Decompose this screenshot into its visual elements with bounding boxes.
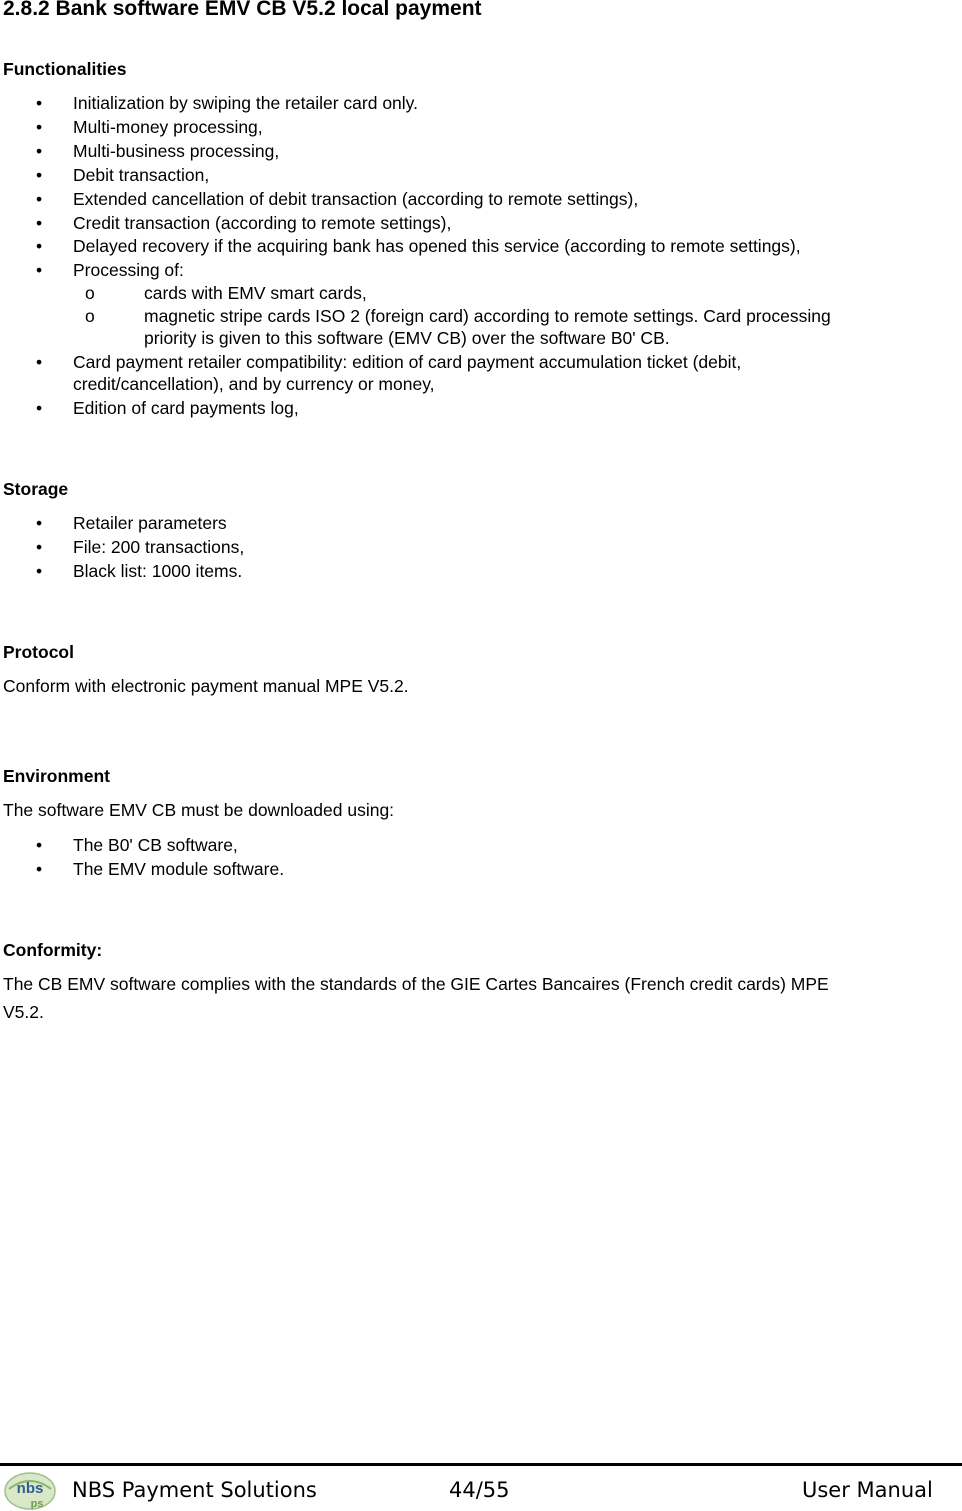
functionalities-heading: Functionalities xyxy=(3,59,127,79)
bullet: • xyxy=(36,165,43,185)
bullet: • xyxy=(36,141,43,161)
list-item: Credit transaction (according to remote settings), xyxy=(73,213,452,233)
footer-page-number: 44/55 xyxy=(449,1478,510,1502)
list-item: Initialization by swiping the retailer card only. xyxy=(73,93,418,113)
environment-text: The software EMV CB must be downloaded using: xyxy=(3,800,395,820)
conformity-text-continuation: V5.2. xyxy=(3,1002,44,1022)
protocol-heading: Protocol xyxy=(3,642,74,662)
section-title: 2.8.2 Bank software EMV CB V5.2 local payment xyxy=(3,0,482,20)
list-item: Edition of card payments log, xyxy=(73,398,299,418)
sub-list-item: magnetic stripe cards ISO 2 (foreign card) according to remote settings. Card processing xyxy=(144,306,831,326)
list-item: Processing of: xyxy=(73,260,184,280)
storage-heading: Storage xyxy=(3,479,69,499)
bullet: • xyxy=(36,561,43,581)
list-item: The EMV module software. xyxy=(73,859,285,879)
bullet: • xyxy=(36,236,43,256)
list-item: The B0' CB software, xyxy=(73,835,238,855)
bullet: • xyxy=(36,189,43,209)
list-item: Card payment retailer compatibility: edition of card payment accumulation ticket (debit, xyxy=(73,352,742,372)
list-item: Retailer parameters xyxy=(73,513,227,533)
sub-list-item-continuation: priority is given to this software (EMV CB) over the software B0' CB. xyxy=(144,328,670,348)
bullet: • xyxy=(36,513,43,533)
bullet: • xyxy=(36,260,43,280)
bullet: • xyxy=(36,398,43,418)
protocol-text: Conform with electronic payment manual MPE V5.2. xyxy=(3,676,409,696)
bullet: • xyxy=(36,352,43,372)
conformity-heading: Conformity: xyxy=(3,940,103,960)
environment-heading: Environment xyxy=(3,766,110,786)
bullet: • xyxy=(36,537,43,557)
logo-text-bottom: ps xyxy=(30,1498,44,1510)
nbs-logo-icon xyxy=(3,1471,57,1511)
sub-bullet: o xyxy=(85,306,95,326)
footer-company: NBS Payment Solutions xyxy=(72,1478,317,1502)
bullet: • xyxy=(36,835,43,855)
list-item: File: 200 transactions, xyxy=(73,537,245,557)
conformity-text: The CB EMV software complies with the standards of the GIE Cartes Bancaires (French credit cards) MPE xyxy=(3,974,829,994)
list-item: Debit transaction, xyxy=(73,165,210,185)
logo-text-top: nbs xyxy=(16,1480,44,1497)
bullet: • xyxy=(36,859,43,879)
bullet: • xyxy=(36,213,43,233)
list-item: Multi-money processing, xyxy=(73,117,263,137)
sub-bullet: o xyxy=(85,283,95,303)
list-item-continuation: credit/cancellation), and by currency or money, xyxy=(73,374,435,394)
list-item: Delayed recovery if the acquiring bank has opened this service (according to remote settings), xyxy=(73,236,801,256)
list-item: Multi-business processing, xyxy=(73,141,280,161)
bullet: • xyxy=(36,93,43,113)
footer-doc-type: User Manual xyxy=(802,1478,933,1502)
list-item: Extended cancellation of debit transaction (according to remote settings), xyxy=(73,189,639,209)
sub-list-item: cards with EMV smart cards, xyxy=(144,283,367,303)
list-item: Black list: 1000 items. xyxy=(73,561,243,581)
footer-divider xyxy=(0,1463,962,1466)
bullet: • xyxy=(36,117,43,137)
